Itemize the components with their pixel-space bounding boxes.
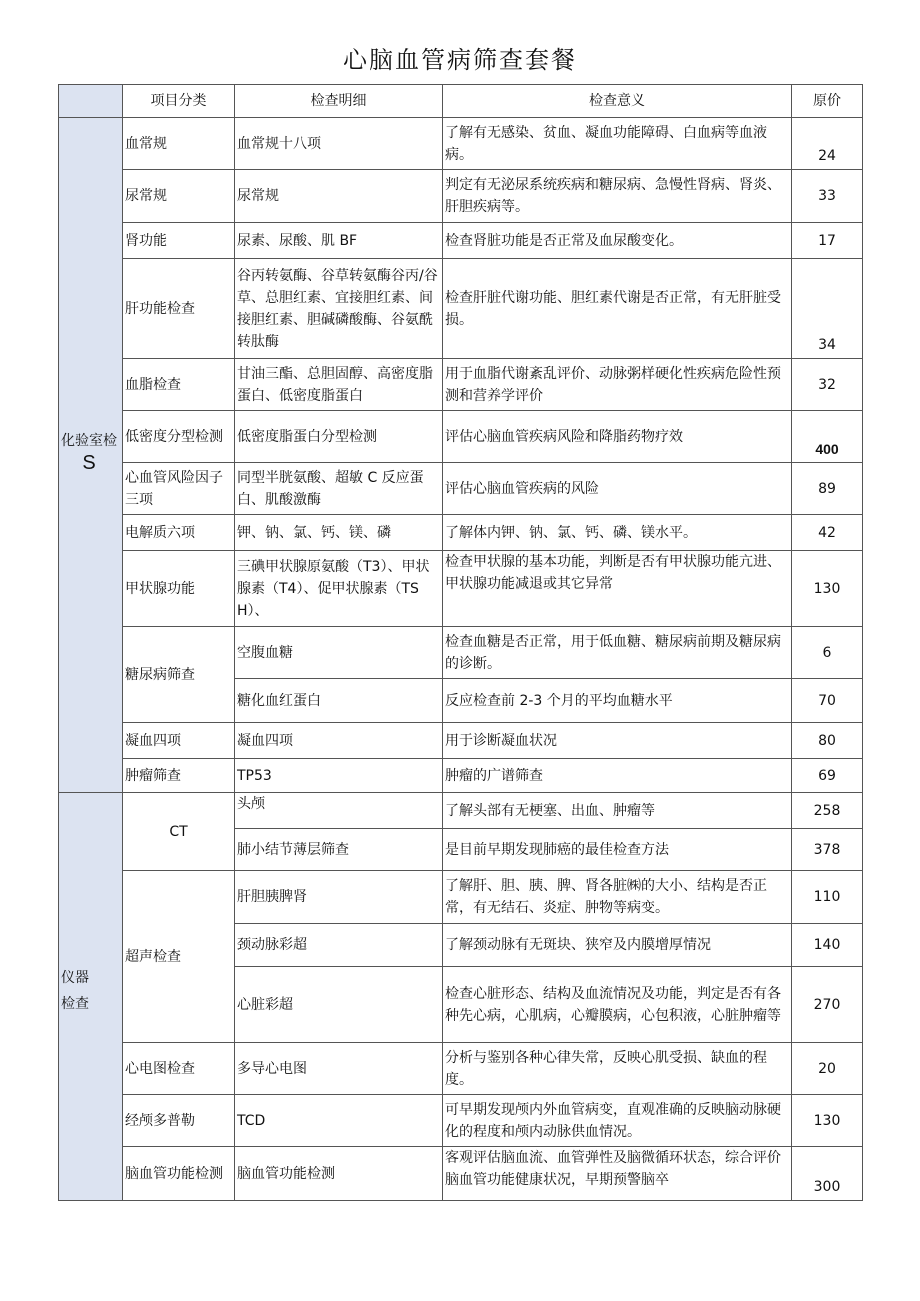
row-detail: 低密度脂蛋白分型检测: [235, 411, 443, 463]
table-row: [59, 1043, 863, 1095]
table-row: [59, 223, 863, 259]
row-meaning: 了解体内钾、钠、氯、钙、磷、镁水平。: [443, 515, 792, 551]
corner-cell: [59, 85, 123, 118]
row-meaning: 是目前早期发现肺癌的最佳检查方法: [443, 829, 792, 871]
row-price: 70: [792, 679, 863, 723]
row-category: 血脂检查: [123, 359, 235, 411]
row-category: 低密度分型检测: [123, 411, 235, 463]
table-row: [59, 759, 863, 793]
row-category: 脑血管功能检测: [123, 1147, 235, 1201]
row-category: 凝血四项: [123, 723, 235, 759]
row-price: 400: [792, 411, 863, 463]
row-detail: 谷丙转氨酶、谷草转氨酶谷丙/谷草、总胆红素、宜接胆红素、间接胆红素、胆碱磷酸酶、谷氨酰转肽酶: [235, 259, 443, 359]
row-meaning: 了解有无感染、贫血、凝血功能障碍、白血病等血液病。: [443, 118, 792, 170]
row-detail: TP53: [235, 759, 443, 793]
row-detail: 肝胆胰脾肾: [235, 871, 443, 924]
row-category: 尿常规: [123, 170, 235, 223]
table-row: [59, 463, 863, 515]
header-category: 项目分类: [123, 85, 235, 118]
row-detail: 脑血管功能检测: [235, 1147, 443, 1201]
row-meaning: 分析与鉴别各种心律失常，反映心肌受损、缺血的程度。: [443, 1043, 792, 1095]
section-lab: [59, 118, 123, 793]
row-category: 经颅多普勒: [123, 1095, 235, 1147]
row-meaning: 用于诊断凝血状况: [443, 723, 792, 759]
row-category: 肾功能: [123, 223, 235, 259]
row-price: 80: [792, 723, 863, 759]
row-detail: 颈动脉彩超: [235, 924, 443, 967]
table-row: [59, 1095, 863, 1147]
table-row: [59, 118, 863, 170]
row-detail: 尿常规: [235, 170, 443, 223]
row-meaning: 客观评估脑血流、血管弹性及脑微循环状态，综合评价脑血管功能健康状况，早期预警脑卒: [443, 1147, 792, 1201]
table-row: [59, 871, 863, 924]
row-meaning: 了解颈动脉有无斑块、狭窄及内膜增厚情况: [443, 924, 792, 967]
row-price: 378: [792, 829, 863, 871]
table-row: [59, 627, 863, 679]
row-category: 电解质六项: [123, 515, 235, 551]
row-price: 300: [792, 1147, 863, 1201]
row-meaning: 检查肾脏功能是否正常及血尿酸变化。: [443, 223, 792, 259]
row-detail: 尿素、尿酸、肌 BF: [235, 223, 443, 259]
table-header-row: [59, 85, 863, 118]
row-meaning: 了解头部有无梗塞、出血、肿瘤等: [443, 793, 792, 829]
row-detail: 空腹血糖: [235, 627, 443, 679]
row-detail: 头颅: [235, 793, 443, 829]
row-price: 24: [792, 118, 863, 170]
row-detail: TCD: [235, 1095, 443, 1147]
row-meaning: 检查甲状腺的基本功能，判断是否有甲状腺功能亢进、甲状腺功能减退或其它异常: [443, 551, 792, 627]
row-category: 甲状腺功能: [123, 551, 235, 627]
row-meaning: 评估心脑血管疾病风险和降脂药物疗效: [443, 411, 792, 463]
row-price: 258: [792, 793, 863, 829]
row-price: 89: [792, 463, 863, 515]
table-row: [59, 515, 863, 551]
table-row: [59, 1147, 863, 1201]
row-detail: 心脏彩超: [235, 967, 443, 1043]
row-price: 130: [792, 551, 863, 627]
row-category: 血常规: [123, 118, 235, 170]
row-meaning: 检查肝脏代谢功能、胆红素代谢是否正常，有无肝脏受损。: [443, 259, 792, 359]
row-detail: 钾、钠、氯、钙、镁、磷: [235, 515, 443, 551]
row-price: 69: [792, 759, 863, 793]
row-meaning: 评估心脑血管疾病的风险: [443, 463, 792, 515]
row-meaning: 判定有无泌尿系统疾病和糖尿病、急慢性肾病、肾炎、肝胆疾病等。: [443, 170, 792, 223]
row-price: 42: [792, 515, 863, 551]
row-detail: 肺小结节薄层筛查: [235, 829, 443, 871]
row-meaning: 用于血脂代谢紊乱评价、动脉粥样硬化性疾病危险性预测和营养学评价: [443, 359, 792, 411]
row-detail: 血常规十八项: [235, 118, 443, 170]
row-price: 130: [792, 1095, 863, 1147]
table-row: [59, 359, 863, 411]
header-price: 原价: [792, 85, 863, 118]
table-row: [59, 411, 863, 463]
row-category: 心电图检查: [123, 1043, 235, 1095]
row-price: 6: [792, 627, 863, 679]
row-meaning: 反应检查前 2-3 个月的平均血糖水平: [443, 679, 792, 723]
row-detail: 多导心电图: [235, 1043, 443, 1095]
header-detail: 检查明细: [235, 85, 443, 118]
row-detail: 甘油三酯、总胆固醇、高密度脂蛋白、低密度脂蛋白: [235, 359, 443, 411]
row-category: 心血管风险因子三项: [123, 463, 235, 515]
table-row: [59, 259, 863, 359]
row-detail: 同型半胱氨酸、超敏 C 反应蛋白、肌酸激酶: [235, 463, 443, 515]
row-meaning: 检查血糖是否正常，用于低血糖、糖尿病前期及糖尿病的诊断。: [443, 627, 792, 679]
row-category: CT: [123, 793, 235, 871]
row-meaning: 了解肝、胆、胰、脾、肾各脏㈱的大小、结构是否正常，有无结石、炎症、肿物等病变。: [443, 871, 792, 924]
row-price: 33: [792, 170, 863, 223]
row-meaning: 检查心脏形态、结构及血流情况及功能，判定是否有各种先心病，心肌病，心瓣膜病，心包积液，心脏肿瘤等: [443, 967, 792, 1043]
row-detail: 糖化血红蛋白: [235, 679, 443, 723]
row-category: 肿瘤筛查: [123, 759, 235, 793]
row-meaning: 可早期发现颅内外血管病变，直观准确的反映脑动脉硬化的程度和颅内动脉供血情况。: [443, 1095, 792, 1147]
row-category: 超声检查: [123, 871, 235, 1043]
row-price: 32: [792, 359, 863, 411]
row-price: 17: [792, 223, 863, 259]
row-price: 110: [792, 871, 863, 924]
row-detail: 三碘甲状腺原氨酸（T3）、甲状腺素（T4）、促甲状腺素（TSH）、: [235, 551, 443, 627]
row-price: 270: [792, 967, 863, 1043]
header-meaning: 检查意义: [443, 85, 792, 118]
row-price: 140: [792, 924, 863, 967]
row-meaning: 肿瘤的广谱筛查: [443, 759, 792, 793]
table-row: [59, 793, 863, 829]
table-row: [59, 551, 863, 627]
row-price: 20: [792, 1043, 863, 1095]
row-price: 34: [792, 259, 863, 359]
page-title: 心脑血管病筛查套餐: [343, 46, 577, 74]
section-lab-label: 化验室检 S: [61, 433, 117, 474]
section-instrument-label: 仪器 检查: [61, 970, 89, 1012]
table-row: [59, 723, 863, 759]
section-instrument: [59, 793, 123, 1201]
table-row: [59, 170, 863, 223]
checkup-table: [58, 84, 863, 1201]
row-detail: 凝血四项: [235, 723, 443, 759]
row-category: 糖尿病筛查: [123, 627, 235, 723]
row-category: 肝功能检查: [123, 259, 235, 359]
